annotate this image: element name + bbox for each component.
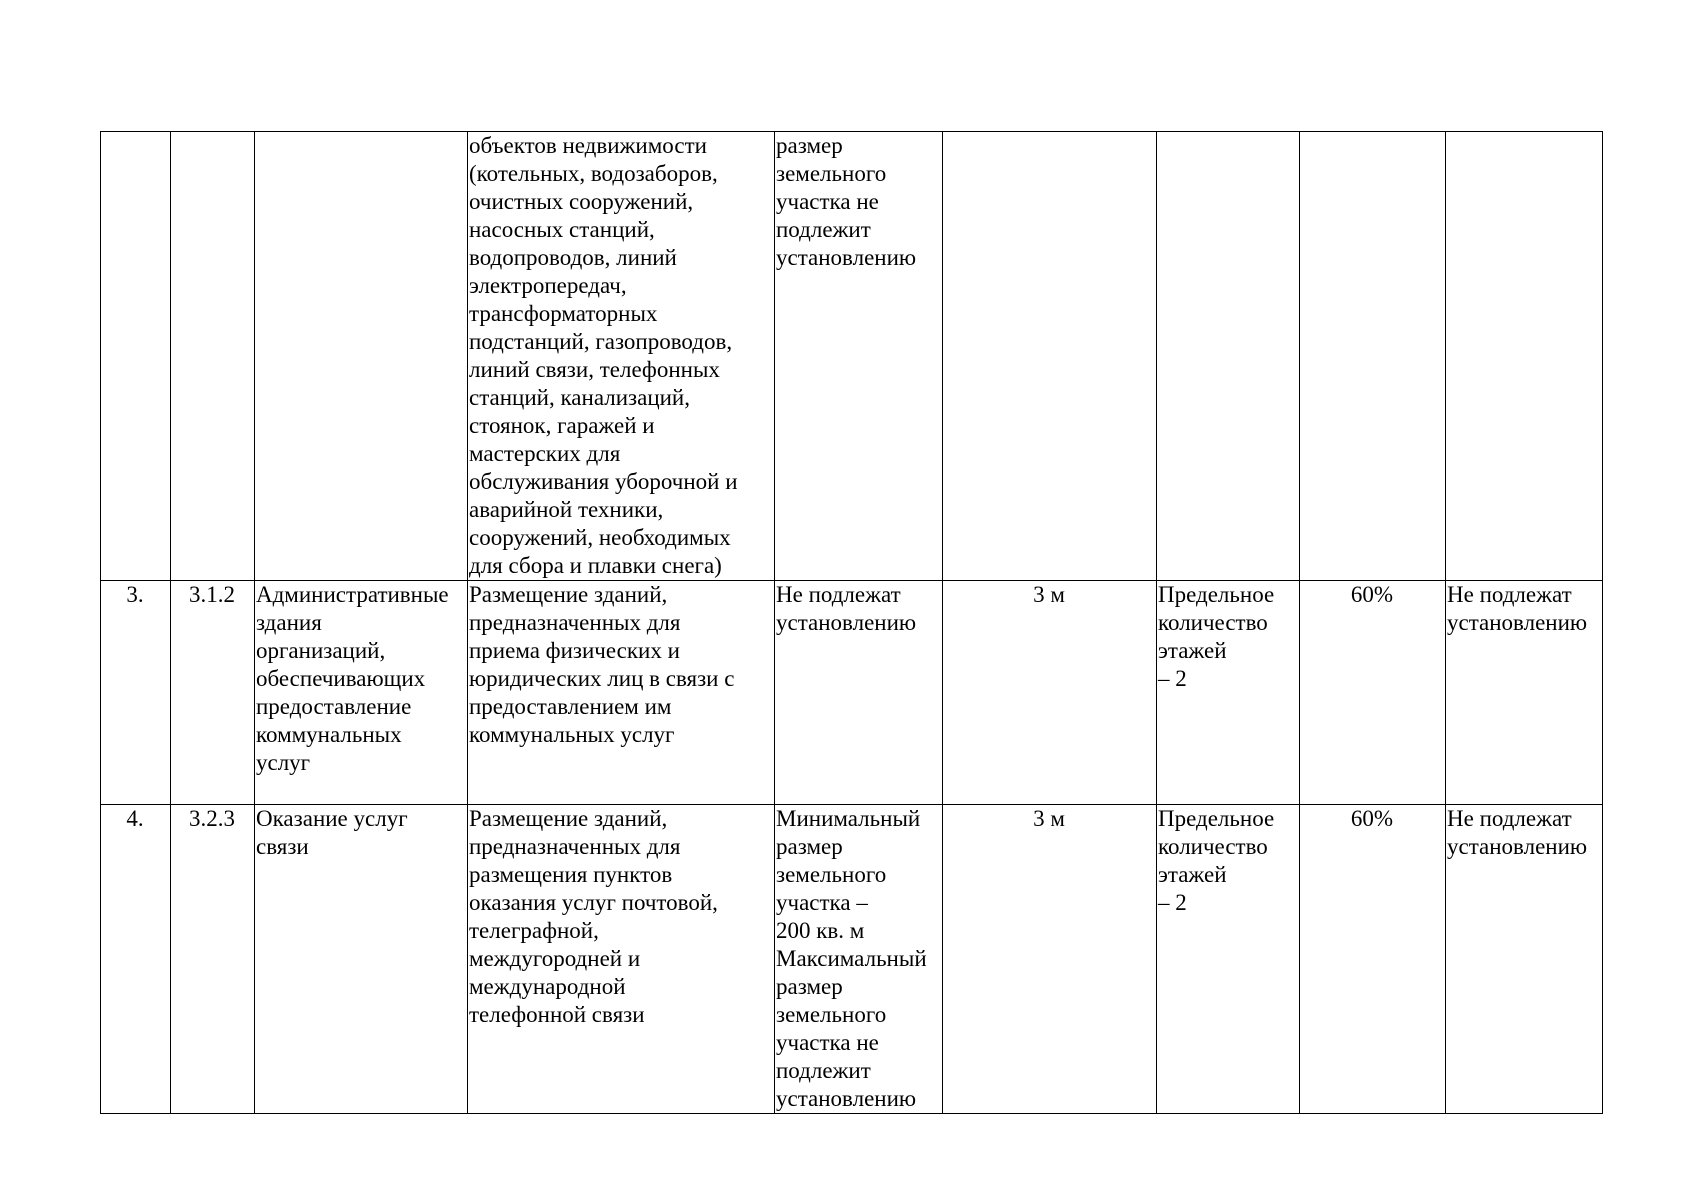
cell-number: 3. bbox=[101, 581, 171, 805]
cell-plot-size: Не подлежат установлению bbox=[775, 581, 943, 805]
cell-code: 3.2.3 bbox=[171, 805, 255, 1114]
cell-floors: Предельное количество этажей – 2 bbox=[1157, 805, 1300, 1114]
cell-coverage bbox=[1300, 132, 1446, 581]
land-use-table bbox=[100, 131, 1603, 1114]
cell-code bbox=[171, 132, 255, 581]
cell-plot-size: размер земельного участка не подлежит установлению bbox=[775, 132, 943, 581]
table-row bbox=[101, 132, 1603, 581]
cell-floors: Предельное количество этажей – 2 bbox=[1157, 581, 1300, 805]
cell-number: 4. bbox=[101, 805, 171, 1114]
cell-setback bbox=[943, 132, 1157, 581]
cell-use-description: Размещение зданий, предназначенных для приема физических и юридических лиц в связи с предоставлением им коммунальных услуг bbox=[468, 581, 775, 805]
cell-other-params: Не подлежат установлению bbox=[1446, 805, 1603, 1114]
cell-use-name: Оказание услуг связи bbox=[255, 805, 468, 1114]
cell-use-name: Административные здания организаций, обеспечивающих предоставление коммунальных услуг bbox=[255, 581, 468, 805]
cell-plot-size: Минимальный размер земельного участка – 200 кв. м Максимальный размер земельного участка не подлежит установлению bbox=[775, 805, 943, 1114]
cell-other-params bbox=[1446, 132, 1603, 581]
cell-floors bbox=[1157, 132, 1300, 581]
cell-use-name bbox=[255, 132, 468, 581]
cell-use-description: объектов недвижимости (котельных, водозаборов, очистных сооружений, насосных станций, водопроводов, линий электропередач, трансформаторных подстанций, газопроводов, линий связи, телефонных станций, канализаций, стоянок, гаражей и мастерских для обслуживания уборочной и аварийной техники, сооружений, необходимых для сбора и плавки снега) bbox=[468, 132, 775, 581]
cell-code: 3.1.2 bbox=[171, 581, 255, 805]
table-row bbox=[101, 805, 1603, 1114]
cell-number bbox=[101, 132, 171, 581]
cell-use-description: Размещение зданий, предназначенных для размещения пунктов оказания услуг почтовой, телеграфной, междугородней и международной телефонной связи bbox=[468, 805, 775, 1114]
cell-coverage: 60% bbox=[1300, 581, 1446, 805]
table-row bbox=[101, 581, 1603, 805]
cell-setback: 3 м bbox=[943, 581, 1157, 805]
cell-setback: 3 м bbox=[943, 805, 1157, 1114]
cell-coverage: 60% bbox=[1300, 805, 1446, 1114]
cell-other-params: Не подлежат установлению bbox=[1446, 581, 1603, 805]
